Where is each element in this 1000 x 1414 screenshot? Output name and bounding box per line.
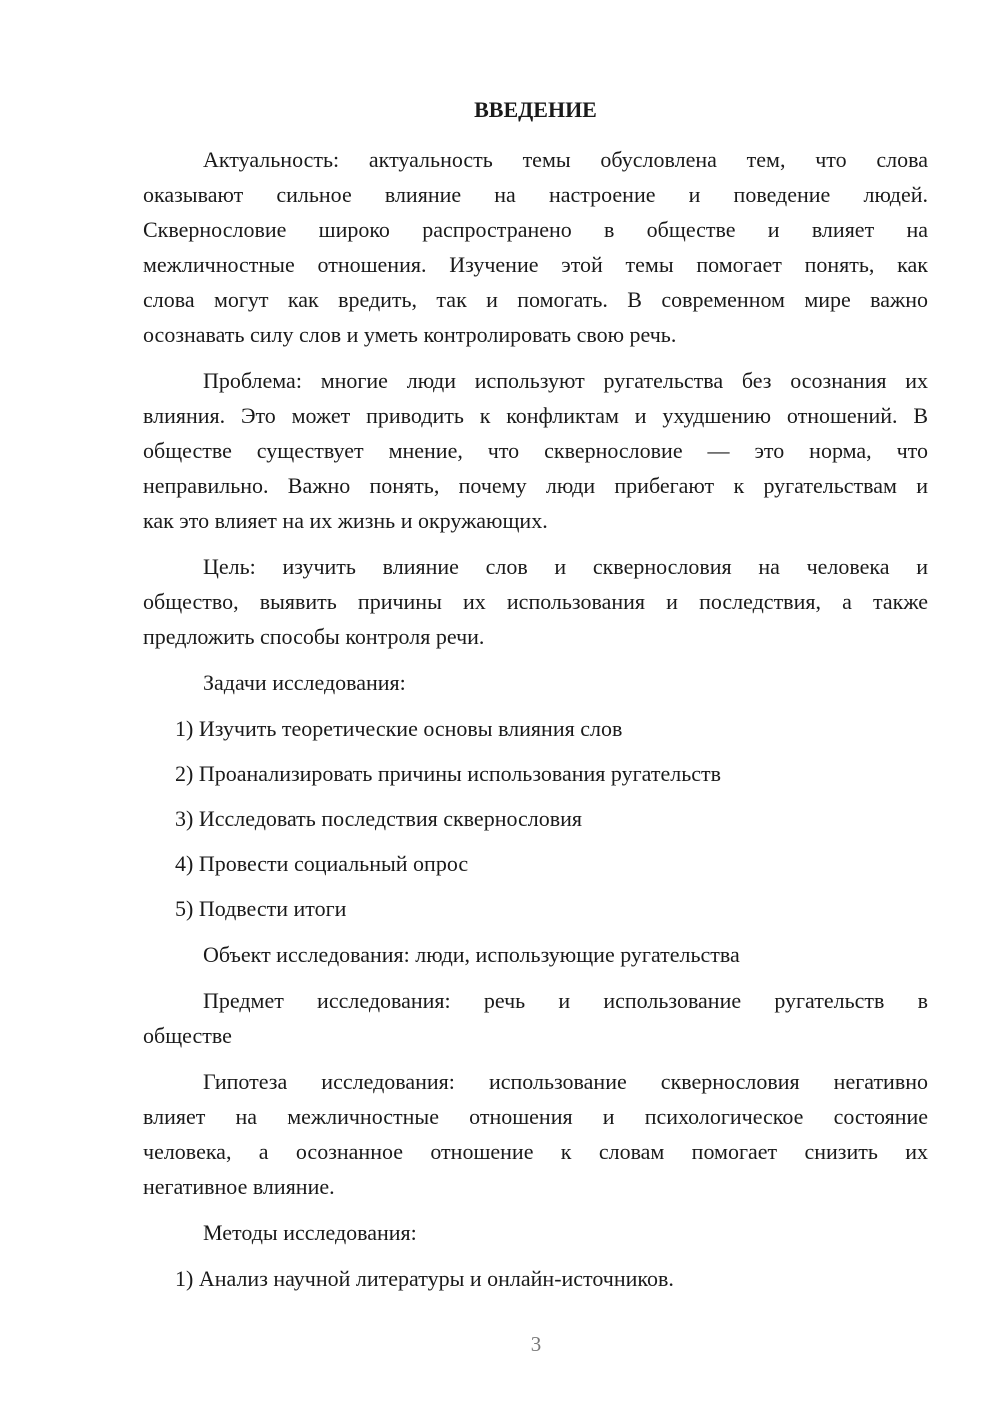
text-line: Проблема: многие люди используют ругательства без осознания их	[203, 368, 928, 393]
list-item: 3) Исследовать последствия сквернословия	[175, 806, 583, 831]
text-line: человека, а осознанное отношение к словам помогает снизить их	[143, 1139, 928, 1164]
text-line: Актуальность: актуальность темы обусловлена тем, что слова	[203, 147, 928, 172]
text-line: влияет на межличностные отношения и психологическое состояние	[143, 1104, 928, 1129]
goal-paragraph	[143, 549, 928, 654]
text-line: как это влияет на их жизнь и окружающих.	[143, 508, 548, 533]
page-number: 3	[530, 1332, 542, 1356]
section-title: ВВЕДЕНИЕ	[474, 97, 597, 122]
text-line: предложить способы контроля речи.	[143, 624, 485, 649]
text-line: влияния. Это может приводить к конфликтам и ухудшению отношений. В	[143, 403, 928, 428]
problem-paragraph	[143, 363, 928, 538]
tasks-heading: Задачи исследования:	[203, 670, 406, 695]
text-line: Сквернословие широко распространено в обществе и влияет на	[143, 217, 928, 242]
relevance-paragraph	[143, 142, 928, 352]
list-item: 2) Проанализировать причины использования ругательств	[175, 761, 722, 786]
object-paragraph: Объект исследования: люди, использующие ругательства	[203, 942, 740, 967]
text-line: оказывают сильное влияние на настроение и поведение людей.	[143, 182, 928, 207]
text-line: общество, выявить причины их использования и последствия, а также	[143, 589, 928, 614]
text-line: обществе существует мнение, что сквернословие — это норма, что	[143, 438, 928, 463]
text-line: Предмет исследования: речь и использование ругательств в	[203, 988, 928, 1013]
tasks-list	[143, 711, 928, 926]
list-item: 1) Анализ научной литературы и онлайн-источников.	[175, 1266, 674, 1291]
methods-heading: Методы исследования:	[203, 1220, 417, 1245]
list-item: 1) Изучить теоретические основы влияния слов	[175, 716, 623, 741]
subject-paragraph	[143, 983, 928, 1053]
text-line: осознавать силу слов и уметь контролировать свою речь.	[143, 322, 677, 347]
text-line: негативное влияние.	[143, 1174, 335, 1199]
text-line: межличностные отношения. Изучение этой темы помогает понять, как	[143, 252, 928, 277]
text-line: Цель: изучить влияние слов и сквернословия на человека и	[203, 554, 928, 579]
list-item: 4) Провести социальный опрос	[175, 851, 469, 876]
list-item: 5) Подвести итоги	[175, 896, 347, 921]
document-page	[143, 92, 928, 1306]
text-line: Гипотеза исследования: использование сквернословия негативно	[203, 1069, 928, 1094]
text-line: неправильно. Важно понять, почему люди прибегают к ругательствам и	[143, 473, 928, 498]
text-line: обществе	[143, 1023, 232, 1048]
hypothesis-paragraph	[143, 1064, 928, 1204]
text-line: слова могут как вредить, так и помогать. В современном мире важно	[143, 287, 928, 312]
methods-list	[143, 1261, 928, 1296]
